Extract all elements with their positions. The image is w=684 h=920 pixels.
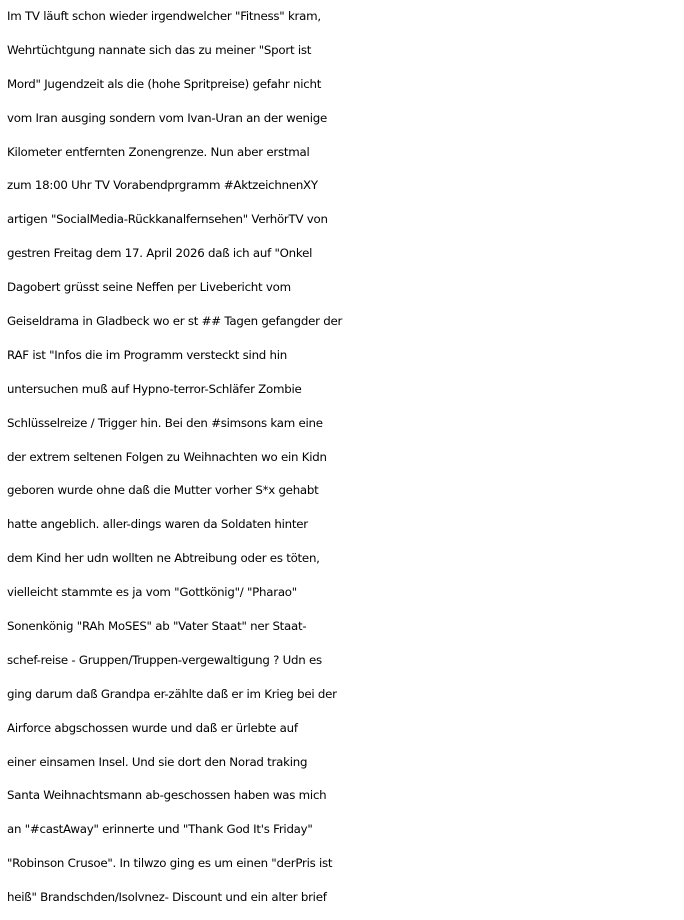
text-line-17: dem Kind her udn wollten ne Abtreibung oder es töten, bbox=[7, 551, 320, 566]
text-line-5: Kilometer entfernten Zonengrenze. Nun aber erstmal bbox=[7, 144, 310, 159]
text-line-1: Im TV läuft schon wieder irgendwelcher "Fitness" kram, bbox=[7, 9, 321, 23]
text-line-19: Sonenkönig "RAh MoSES" ab "Vater Staat" ner Staat- bbox=[7, 619, 307, 634]
text-line-8: gestren Freitag dem 17. April 2026 daß ich auf "Onkel bbox=[7, 246, 313, 261]
text-line-11: RAF ist "Infos die im Programm versteckt sind hin bbox=[7, 347, 288, 362]
text-line-26: "Robinson Crusoe". In tilwzo ging es um einen "derPris ist bbox=[7, 856, 333, 871]
text-line-9: Dagobert grüsst seine Neffen per Livebericht vom bbox=[7, 280, 291, 295]
text-line-6: zum 18:00 Uhr TV Vorabendprgramm #AktzeichnenXY bbox=[7, 178, 318, 193]
text-line-27: heiß" Brandschden/Isolvnez- Discount und ein alter brief bbox=[7, 890, 327, 905]
text-line-20: schef-reise - Gruppen/Truppen-vergewaltigung ? Udn es bbox=[7, 652, 322, 667]
text-line-23: einer einsamen Insel. Und sie dort den Norad traking bbox=[7, 754, 308, 769]
text-line-12: untersuchen muß auf Hypno-terror-Schläfer Zombie bbox=[7, 381, 302, 396]
text-line-7: artigen "SocialMedia-Rückkanalfernsehen" VerhörTV von bbox=[7, 212, 328, 227]
text-line-10: Geiseldrama in Gladbeck wo er st ## Tagen gefangder der bbox=[7, 314, 343, 329]
text-line-16: hatte angeblich. aller-dings waren da Soldaten hinter bbox=[7, 517, 308, 532]
text-line-24: Santa Weihnachtsmann ab-geschossen haben was mich bbox=[7, 788, 327, 803]
text-line-15: geboren wurde ohne daß die Mutter vorher S*x gehabt bbox=[7, 483, 319, 498]
text-line-25: an "#castAway" erinnerte und "Thank God It's Friday" bbox=[7, 822, 313, 837]
text-line-3: Mord" Jugendzeit als die (hohe Spritpreise) gefahr nicht bbox=[7, 76, 322, 91]
text-line-14: der extrem seltenen Folgen zu Weihnachten wo ein Kidn bbox=[7, 449, 327, 464]
text-line-2: Wehrtüchtgung nannate sich das zu meiner "Sport ist bbox=[7, 42, 312, 57]
document-body bbox=[7, 0, 683, 915]
text-line-18: vielleicht stammte es ja vom "Gottkönig"/ "Pharao" bbox=[7, 585, 297, 600]
text-line-21: ging darum daß Grandpa er-zählte daß er im Krieg bei der bbox=[7, 686, 337, 701]
text-line-13: Schlüsselreize / Trigger hin. Bei den #simsons kam eine bbox=[7, 415, 323, 430]
text-line-22: Airforce abgschossen wurde und daß er ürlebte auf bbox=[7, 720, 298, 735]
text-line-4: vom Iran ausging sondern vom Ivan-Uran an der wenige bbox=[7, 110, 328, 125]
